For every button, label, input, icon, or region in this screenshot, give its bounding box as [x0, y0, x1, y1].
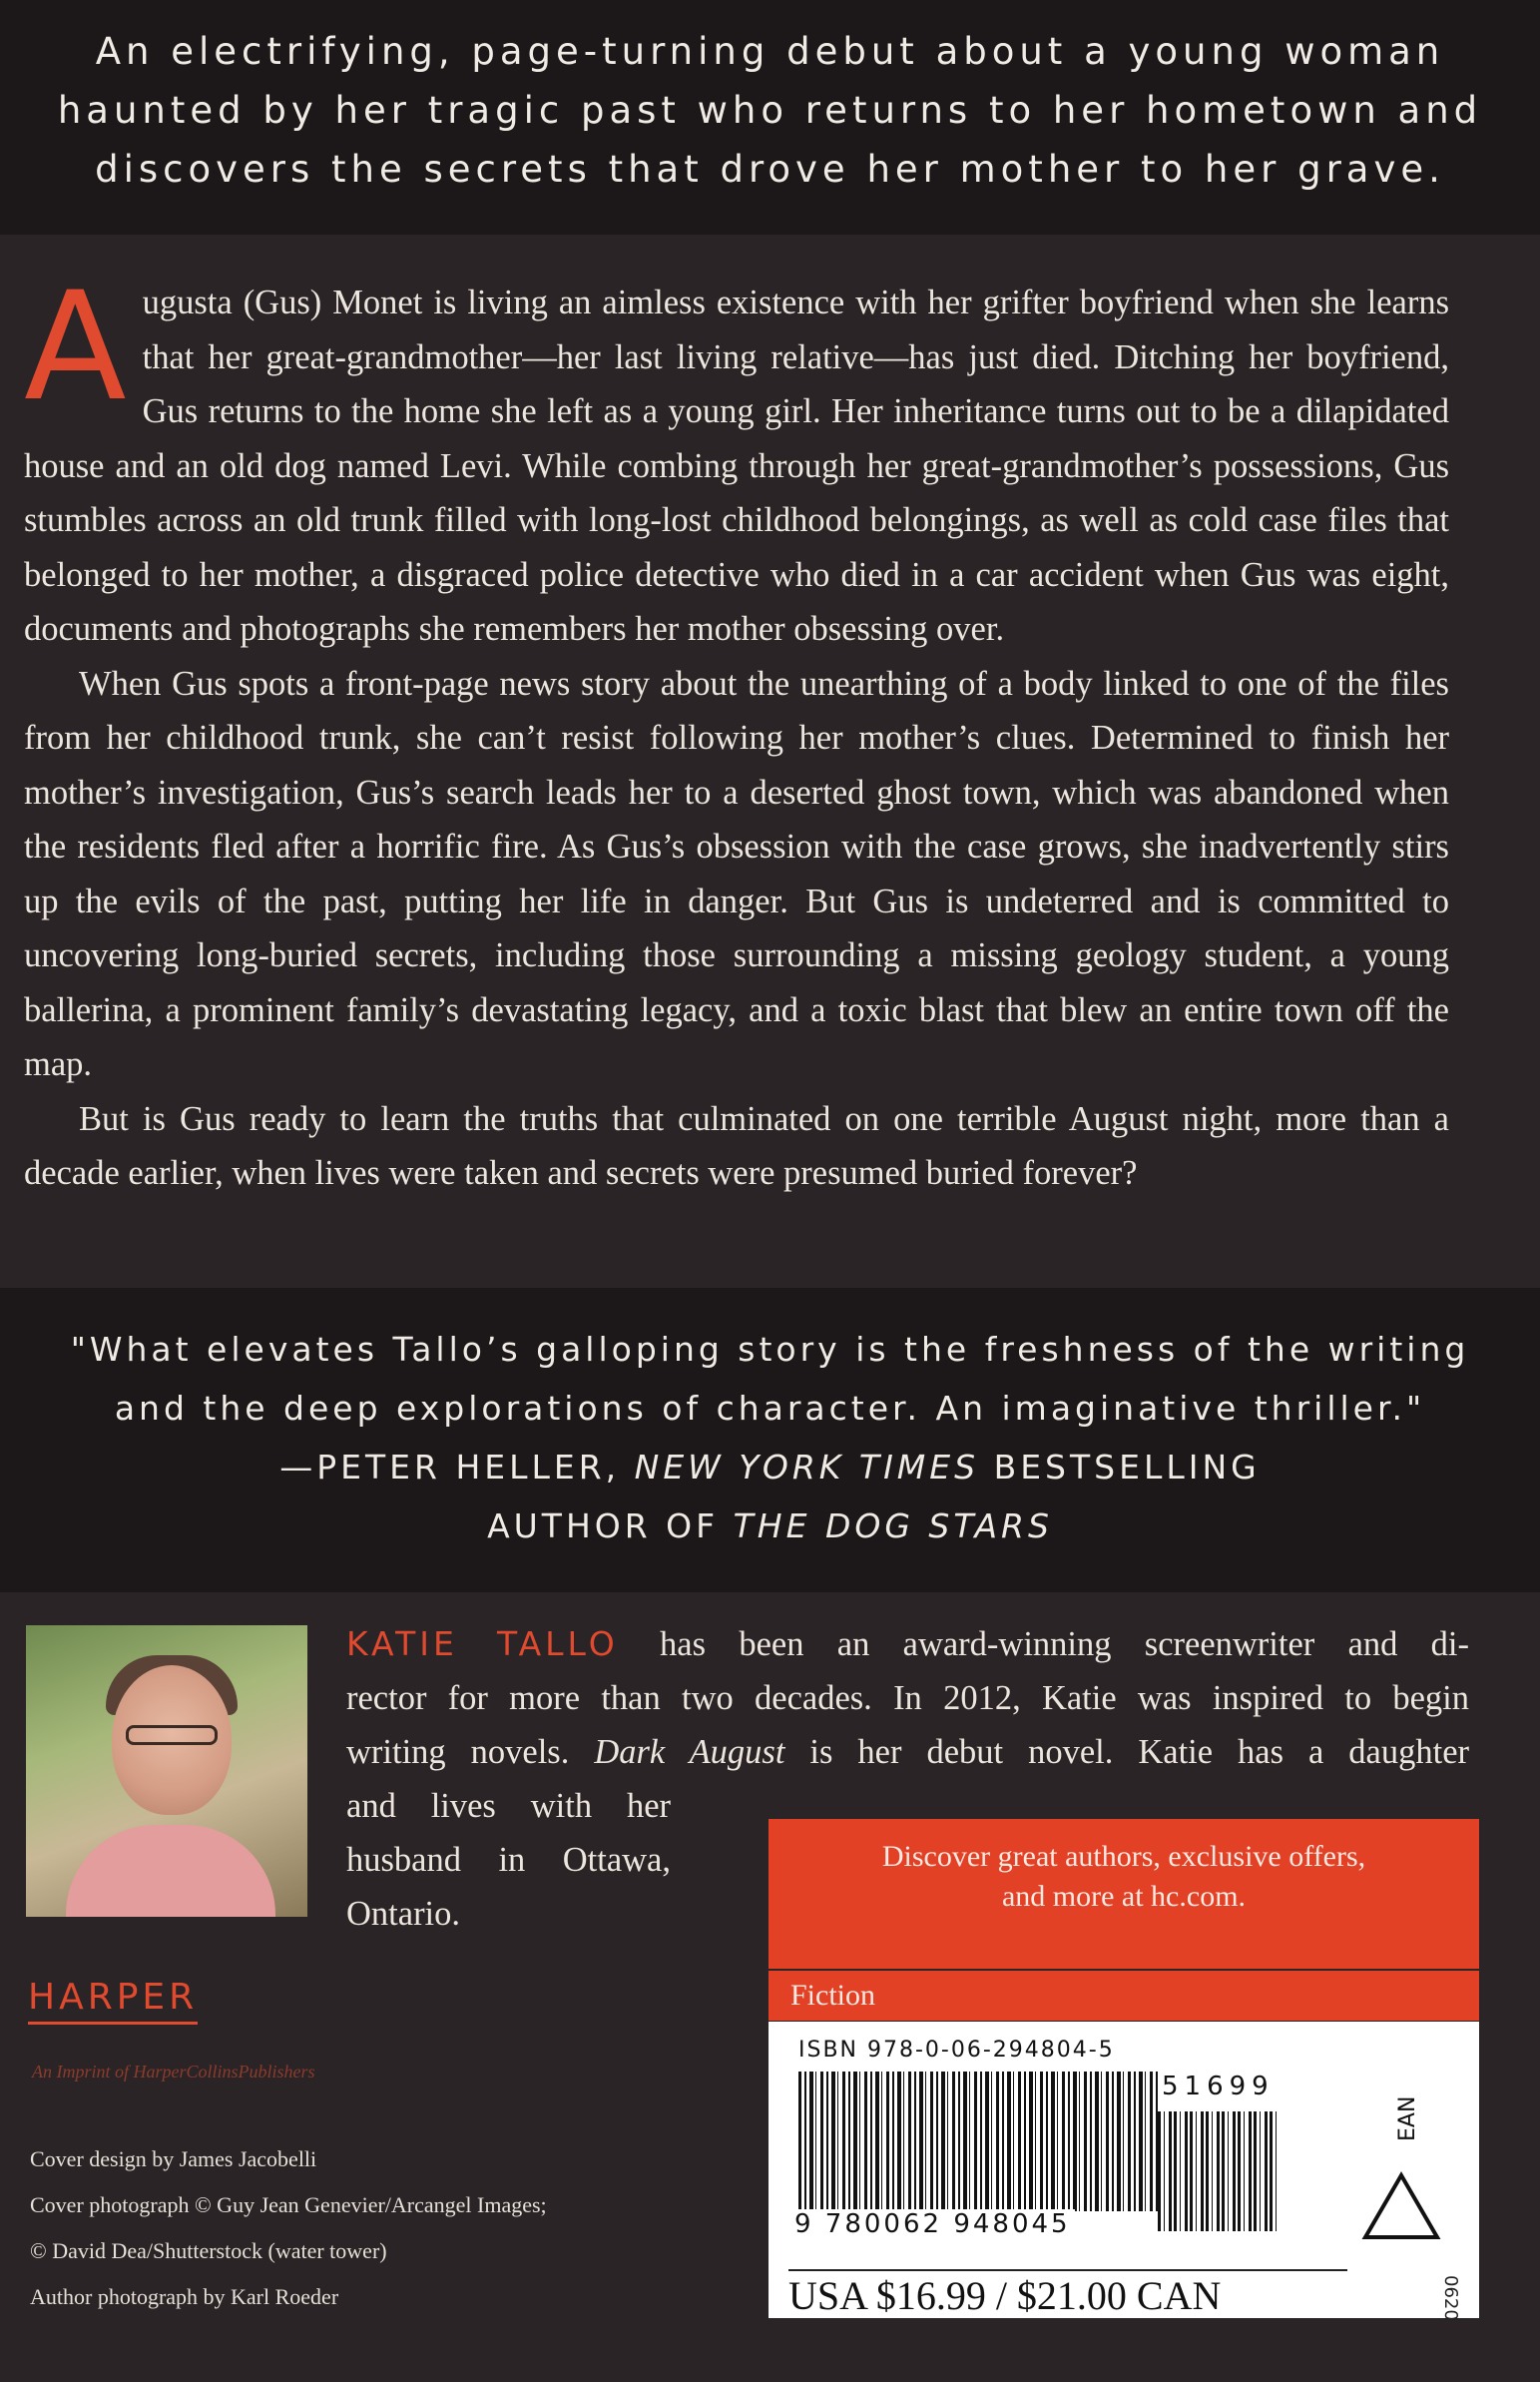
bio-line-3b: is her debut novel. Katie has a daughter	[784, 1733, 1469, 1771]
ean-label: EAN	[1395, 2095, 1420, 2141]
bio-line-3a: writing novels.	[346, 1733, 595, 1771]
product-code: 0620	[1440, 2275, 1461, 2321]
synopsis-paragraph-2: When Gus spots a front-page news story about the unearthing of a body linked to one of the files from her childhood trunk, she can’t resist following her mother’s clues. Determined to finish her mother’s investigation, Gus’s search leads her to a deserted ghost town, which was abandoned when the residents fled after a horrific fire. As Gus’s obsession with the case grows, she inadvertently stirs up the evils of the past, putting her life in danger. But Gus is undeterred and is committed to uncovering long-buried secrets, including those surrounding a missing geology student, a young ballerina, a prominent family’s devastating legacy, and a toxic blast that blew an entire town off the map.	[24, 664, 1449, 1083]
barcode-addon	[1158, 2111, 1278, 2231]
triangle-icon	[1361, 2171, 1441, 2241]
category-label: Fiction	[769, 1971, 1479, 2021]
author-photo	[26, 1625, 307, 1917]
tagline-line-3: discovers the secrets that drove her mother to her grave.	[95, 148, 1445, 191]
credit-line-3: © David Dea/Shutterstock (water tower)	[30, 2238, 387, 2263]
quote-attribution	[40, 1438, 1500, 1496]
promo-line-1: Discover great authors, exclusive offers,	[881, 1840, 1366, 1873]
publisher-logo: HARPER	[28, 1977, 198, 2025]
blurb-quote	[40, 1320, 1500, 1555]
promo-line-2: and more at hc.com.	[1001, 1880, 1247, 1913]
credit-line-4: Author photograph by Karl Roeder	[30, 2284, 339, 2309]
isbn-text: ISBN 978-0-06-294804-5	[798, 2038, 1115, 2063]
bio-line-6: Ontario.	[346, 1895, 461, 1933]
synopsis-paragraph-1	[24, 261, 1449, 657]
price-text: USA $16.99 / $21.00 CAN	[788, 2269, 1347, 2317]
addon-digits: 51699	[1162, 2072, 1275, 2101]
bio-line-1	[346, 1617, 1469, 1671]
bio-line-4: and lives with her	[346, 1787, 671, 1825]
synopsis-paragraph-1-text: ugusta (Gus) Monet is living an aimless existence with her grifter boyfriend when she learns that her great-grandmother—her last living relative—has just died. Ditching her boyfriend, Gus returns to the home she left as a young girl. Her inheritance turns out to be a dilapidated house and an old dog named Levi. While combing through her great-grandmother’s possessions, Gus stumbles across an old trunk filled with long-lost childhood belongings, as well as cold case files that belonged to her mother, a disgraced police detective who died in a car accident when Gus was eight, documents and photographs she remembers her mother obsessing over.	[24, 284, 1449, 648]
publisher-imprint: An Imprint of HarperCollinsPublishers	[32, 2062, 315, 2082]
photo-body	[66, 1825, 275, 1917]
quote-attr-suffix: BESTSELLING	[979, 1448, 1261, 1487]
synopsis	[24, 261, 1449, 1201]
photo-glasses	[126, 1725, 218, 1745]
author-name: KATIE TALLO	[346, 1624, 619, 1663]
quote-attr-paper: NEW YORK TIMES	[634, 1448, 980, 1487]
bio-line-1-text: has been an award-winning screenwriter and di-	[660, 1625, 1470, 1663]
retail-label	[769, 1819, 1479, 2321]
drop-cap: A	[24, 261, 127, 434]
quote-attr2-book: THE DOG STARS	[733, 1506, 1053, 1545]
promo-box	[769, 1819, 1479, 1969]
bio-line-3	[346, 1725, 1469, 1779]
quote-line-1: "What elevates Tallo’s galloping story is the freshness of the writing	[70, 1330, 1470, 1369]
synopsis-paragraph-3: But is Gus ready to learn the truths that culminated on one terrible August night, more than a decade earlier, when lives were taken and secrets were presumed buried forever?	[24, 1099, 1449, 1192]
barcode-digits: 9 780062 948045	[794, 2209, 1075, 2239]
bio-line-5: husband in Ottawa,	[346, 1841, 671, 1879]
quote-line-2: and the deep explorations of character. An imaginative thriller."	[114, 1389, 1426, 1428]
credit-line-1: Cover design by James Jacobelli	[30, 2146, 317, 2171]
cover-credits	[30, 2136, 547, 2320]
tagline-line-1: An electrifying, page-turning debut about a young woman	[95, 30, 1445, 73]
bio-line-2: rector for more than two decades. In 2012, Katie was inspired to begin	[346, 1679, 1469, 1717]
barcode-panel	[769, 2022, 1479, 2321]
quote-attr-prefix: —PETER HELLER,	[279, 1448, 635, 1487]
barcode-main	[798, 2072, 1158, 2211]
quote-attr2-prefix: AUTHOR OF	[487, 1506, 734, 1545]
credit-line-2: Cover photograph © Guy Jean Genevier/Arcangel Images;	[30, 2192, 547, 2217]
quote-attribution-2	[40, 1496, 1500, 1555]
bio-book-title: Dark August	[594, 1733, 785, 1771]
tagline-line-2: haunted by her tragic past who returns to her hometown and	[57, 89, 1483, 132]
tagline	[40, 22, 1500, 199]
